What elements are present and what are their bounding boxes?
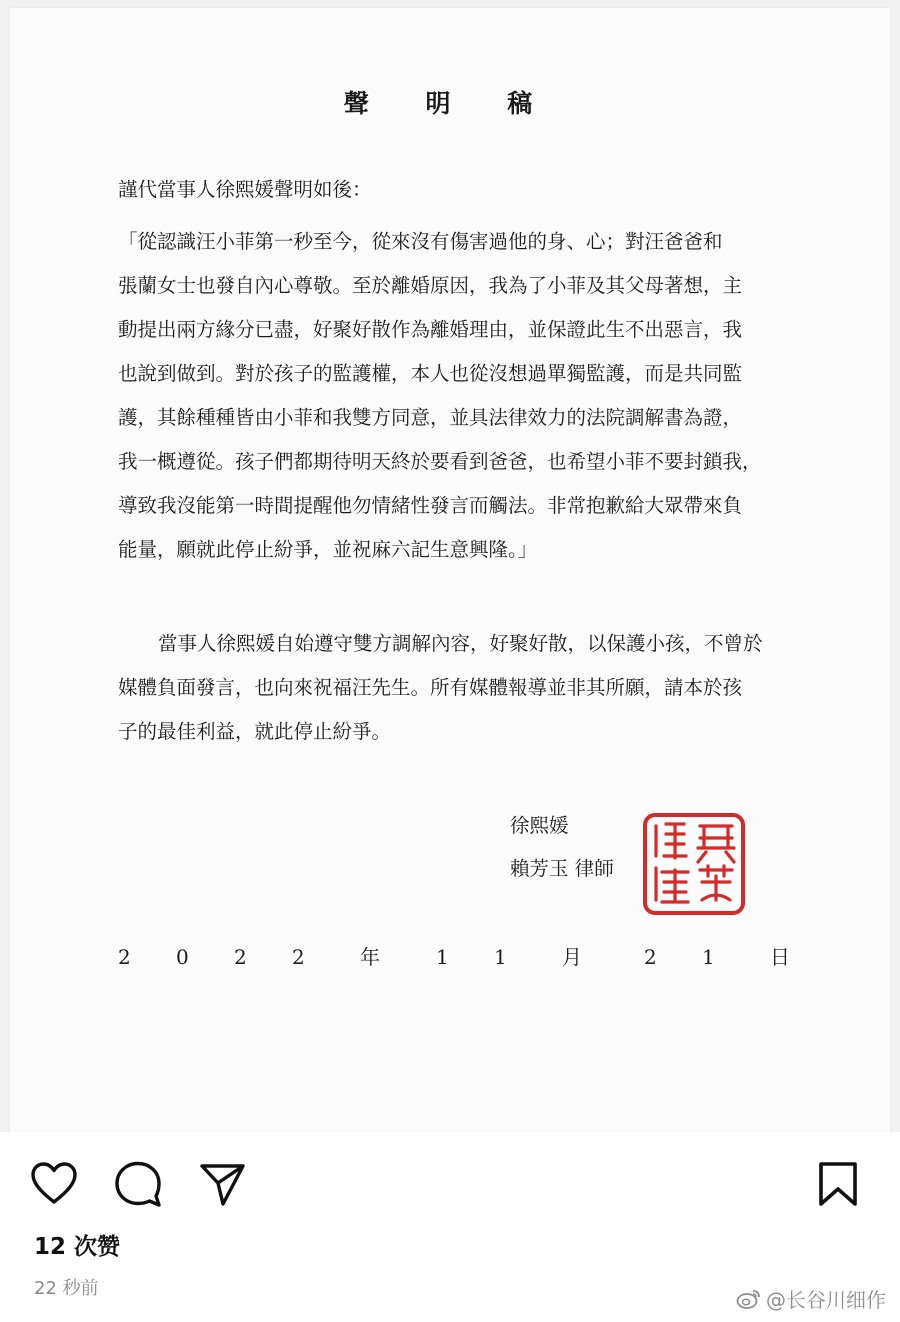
paragraph-line: 媒體負面發言，也向來祝福汪先生。所有媒體報導並非其所願，請本於孩	[118, 676, 743, 699]
statement-line: 「從認識汪小菲第一秒至今，從來沒有傷害過他的身、心；對汪爸爸和	[118, 230, 723, 253]
post-timestamp: 22 秒前	[34, 1278, 99, 1299]
paragraph-line: 子的最佳利益，就此停止紛爭。	[118, 720, 392, 743]
signer-name: 徐熙媛	[510, 814, 569, 837]
date-char: 日	[770, 945, 790, 969]
paragraph-line: 當事人徐熙媛自始遵守雙方調解內容，好聚好散，以保護小孩，不曾於	[158, 632, 763, 655]
weibo-watermark	[736, 1284, 886, 1313]
heart-icon[interactable]	[28, 1158, 80, 1210]
date-char: 1	[702, 945, 715, 969]
statement-line: 護，其餘種種皆由小菲和我雙方同意，並具法律效力的法院調解書為證，	[118, 406, 743, 429]
statement-line: 動提出兩方緣分已盡，好聚好散作為離婚理由，並保證此生不出惡言，我	[118, 318, 743, 341]
statement-line: 我一概遵從。孩子們都期待明天終於要看到爸爸，也希望小菲不要封鎖我，	[118, 450, 762, 473]
lawyer-seal-stamp	[642, 812, 746, 916]
watermark-text: @长谷川细作	[766, 1288, 886, 1312]
date-char: 月	[562, 945, 582, 969]
date-char: 2	[644, 945, 657, 969]
comment-icon[interactable]	[112, 1158, 164, 1210]
date-char: 2	[292, 945, 305, 969]
likes-count[interactable]: 12 次赞	[34, 1234, 121, 1260]
send-icon[interactable]	[196, 1158, 248, 1210]
weibo-logo-icon	[736, 1288, 762, 1310]
statement-line: 導致我沒能第一時間提醒他勿情緒性發言而觸法。非常抱歉給大眾帶來負	[118, 494, 743, 517]
document-title: 聲 明 稿	[343, 89, 557, 118]
date-char: 1	[494, 945, 507, 969]
bookmark-icon[interactable]	[812, 1158, 864, 1210]
closing-paragraph	[118, 622, 808, 754]
date-char: 2	[118, 945, 131, 969]
signer-lawyer: 賴芳玉 律師	[510, 857, 614, 880]
statement-line: 能量，願就此停止紛爭，並祝麻六記生意興隆。」	[118, 538, 538, 561]
date-char: 年	[360, 945, 380, 969]
document-intro	[118, 168, 808, 212]
date-char: 1	[436, 945, 449, 969]
statement-line: 也說到做到。對於孩子的監護權，本人也從沒想過單獨監護，而是共同監	[118, 362, 743, 385]
statement-line: 張蘭女士也發自內心尊敬。至於離婚原因，我為了小菲及其父母著想，主	[118, 274, 743, 297]
date-char: 2	[234, 945, 247, 969]
intro-line: 謹代當事人徐熙媛聲明如後：	[118, 178, 372, 201]
quoted-statement	[118, 220, 808, 572]
date-char: 0	[176, 945, 189, 969]
document-date	[110, 940, 800, 974]
